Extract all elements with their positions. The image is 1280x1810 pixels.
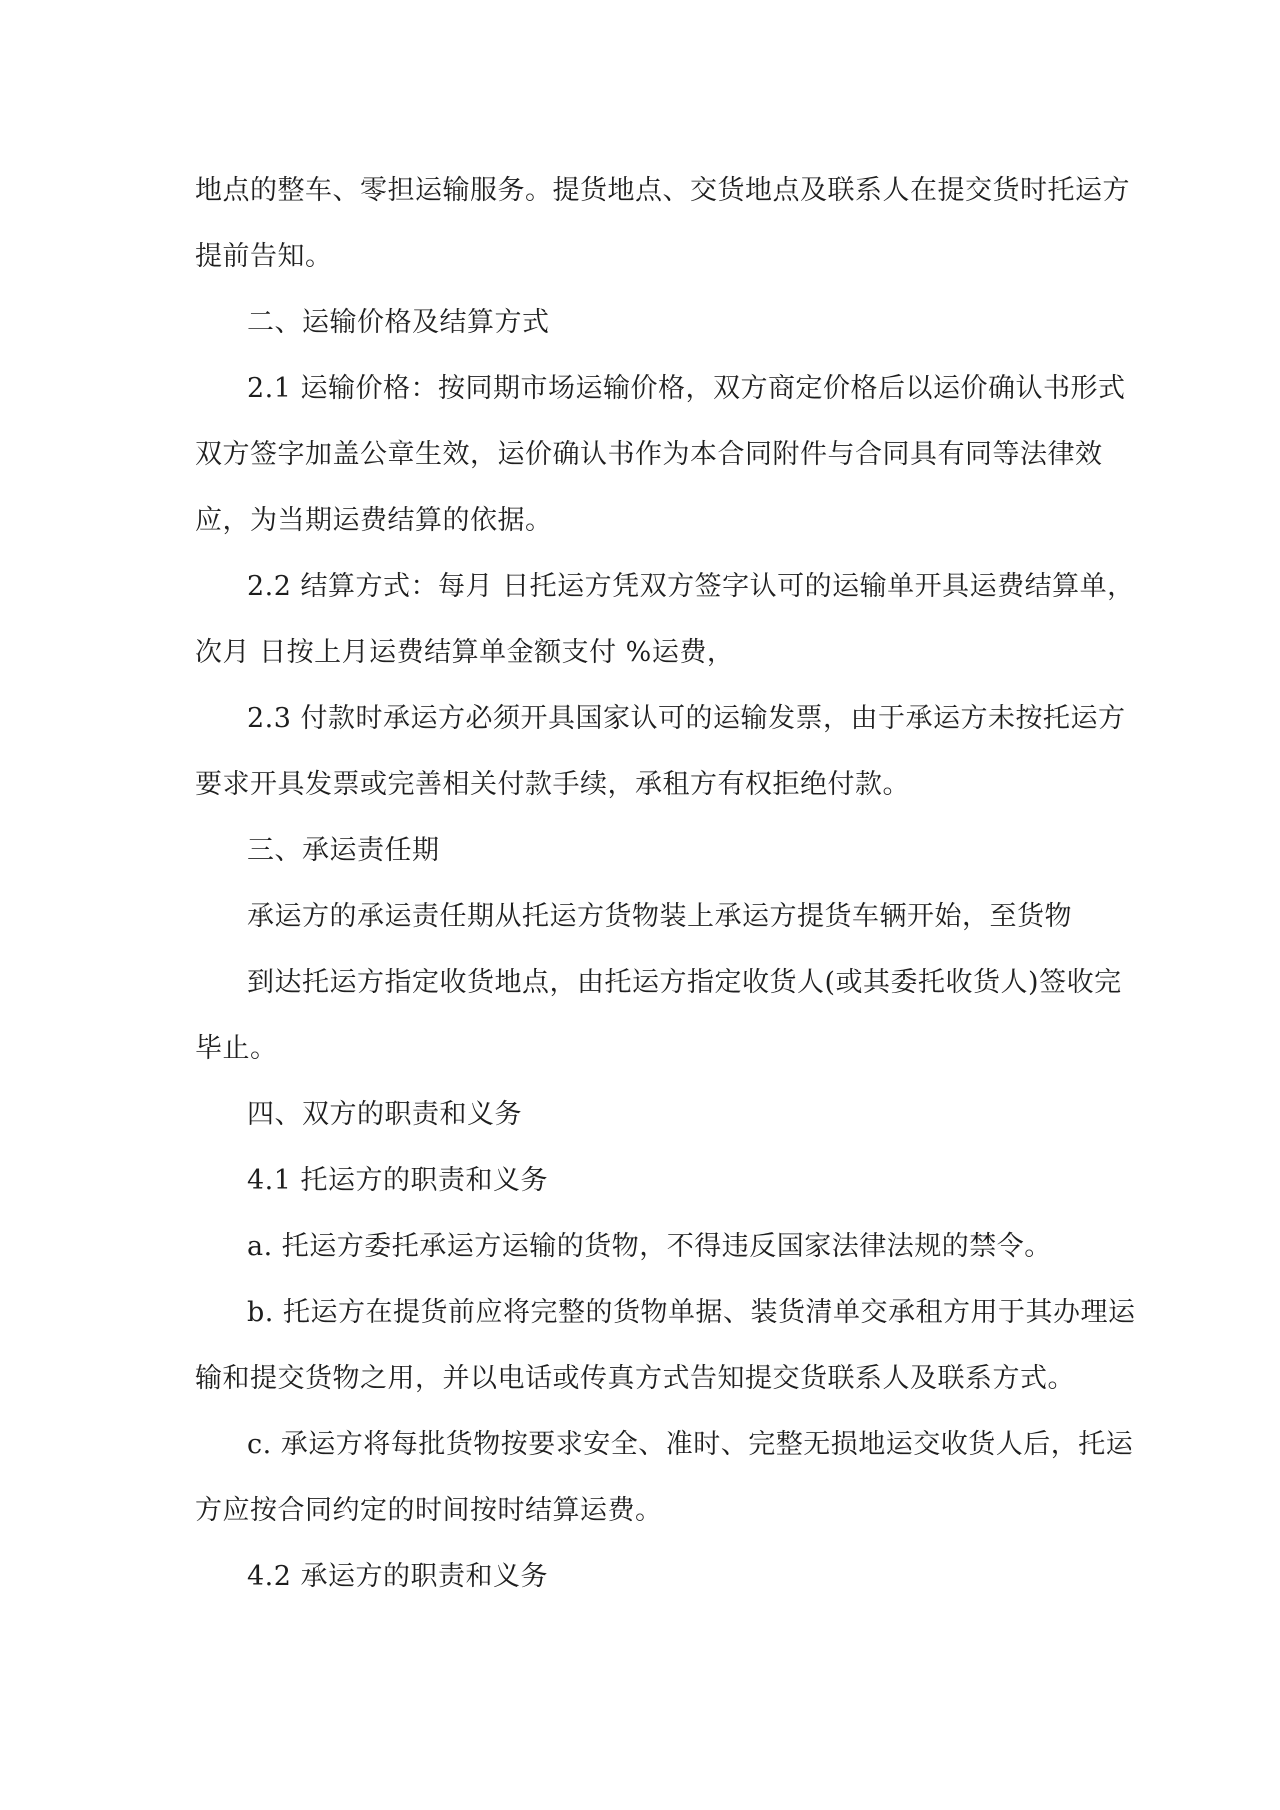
paragraph-line-2-1-c: 应，为当期运费结算的依据。: [195, 505, 553, 536]
subsection-heading-4-2: 4.2 承运方的职责和义务: [247, 1561, 549, 1592]
paragraph-line-2: 提前告知。: [195, 241, 333, 272]
paragraph-line-2-1-a: 2.1 运输价格：按同期市场运输价格，双方商定价格后以运价确认书形式: [247, 373, 1126, 404]
section-heading-4: 四、双方的职责和义务: [247, 1099, 522, 1130]
paragraph-line-1: 地点的整车、零担运输服务。提货地点、交货地点及联系人在提交货时托运方: [195, 175, 1130, 206]
paragraph-line-4-1-c1: c. 承运方将每批货物按要求安全、准时、完整无损地运交收货人后，托运: [247, 1429, 1134, 1460]
paragraph-line-2-1-b: 双方签字加盖公章生效，运价确认书作为本合同附件与合同具有同等法律效: [195, 439, 1103, 470]
section-heading-2: 二、运输价格及结算方式: [247, 307, 550, 338]
paragraph-line-3-c: 毕止。: [195, 1033, 278, 1064]
section-heading-3: 三、承运责任期: [247, 835, 440, 866]
paragraph-line-2-3-b: 要求开具发票或完善相关付款手续，承租方有权拒绝付款。: [195, 769, 910, 800]
paragraph-line-4-1-a: a. 托运方委托承运方运输的货物，不得违反国家法律法规的禁令。: [247, 1231, 1052, 1262]
paragraph-line-3-a: 承运方的承运责任期从托运方货物装上承运方提货车辆开始，至货物: [247, 901, 1072, 932]
paragraph-line-4-1-b2: 输和提交货物之用，并以电话或传真方式告知提交货联系人及联系方式。: [195, 1363, 1075, 1394]
paragraph-line-2-2-b: 次月 日按上月运费结算单金额支付 %运费，: [195, 637, 735, 668]
paragraph-line-4-1-b1: b. 托运方在提货前应将完整的货物单据、装货清单交承租方用于其办理运: [247, 1297, 1136, 1328]
paragraph-line-2-3-a: 2.3 付款时承运方必须开具国家认可的运输发票，由于承运方未按托运方: [247, 703, 1126, 734]
paragraph-line-2-2-a: 2.2 结算方式：每月 日托运方凭双方签字认可的运输单开具运费结算单，: [247, 571, 1135, 602]
subsection-heading-4-1: 4.1 托运方的职责和义务: [247, 1165, 549, 1196]
paragraph-line-4-1-c2: 方应按合同约定的时间按时结算运费。: [195, 1495, 663, 1526]
paragraph-line-3-b: 到达托运方指定收货地点，由托运方指定收货人(或其委托收货人)签收完: [247, 967, 1122, 998]
